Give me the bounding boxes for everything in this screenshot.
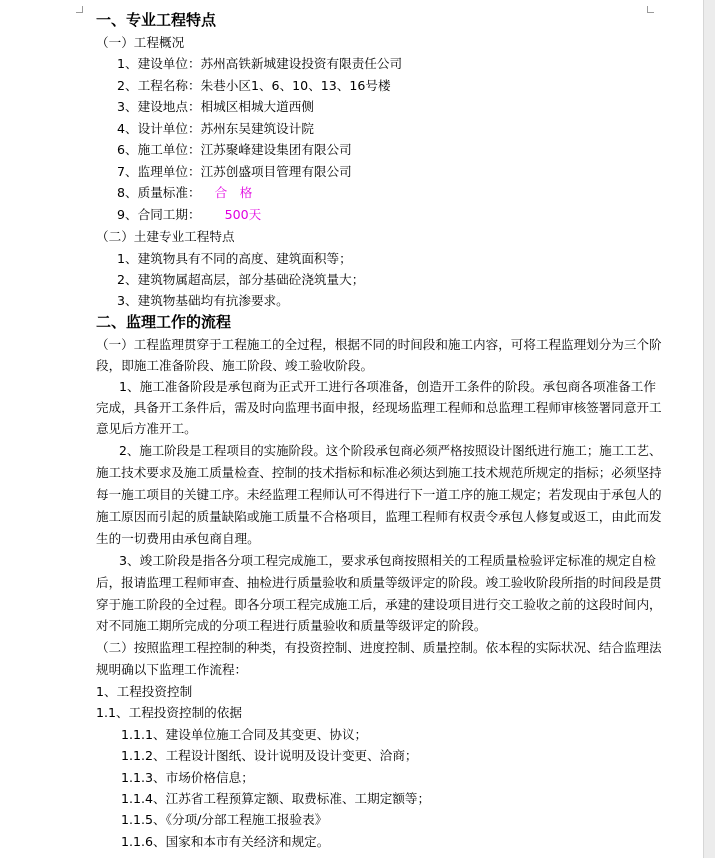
basis-item: 1.1.1、建设单位施工合同及其变更、协议； [121,727,368,742]
paragraph-line: 生的一切费用由承包商自理。 [96,531,260,546]
paragraph-line: 1、施工准备阶段是承包商为正式开工进行各项准备，创造开工条件的阶段。承包商各项准备工作 [119,379,656,394]
overview-item: 1、建设单位：苏州高铁新城建设投资有限责任公司 [117,56,403,71]
paragraph-line: 对不同施工期所完成的分项工程进行质量验收和质量等级评定的阶段。 [96,618,487,633]
paragraph-line: 施工原因而引起的质量缺陷或施工质量不合格项目，监理工程师有权责令承包人修复或返工，由此而发 [96,509,662,524]
paragraph-line: 施工技术要求及施工质量检查、控制的技术指标和标准必须达到施工技术规范所规定的指标；必须坚持 [96,465,662,480]
basis-item: 1.1.5、《分项/分部工程施工报验表》 [121,812,328,827]
paragraph-line: 3、竣工阶段是指各分项工程完成施工，要求承包商按照相关的工程质量检验评定标准的规定自检 [119,553,656,568]
paragraph-line: （一）工程监理贯穿于工程施工的全过程，根据不同的时间段和施工内容，可将工程监理划分为三个阶 [96,337,662,352]
paragraph-line: 穿于施工阶段的全过程。即各分项工程完成施工后，承建的建设项目进行交工验收之前的这段时间内， [96,597,662,612]
subsection-features: （二）土建专业工程特点 [96,229,235,244]
paragraph-line: 后，报请监理工程师审查、抽检进行质量验收和质量等级评定的阶段。竣工验收阶段所指的时间段是贯 [96,575,662,590]
overview-item: 3、建设地点：相城区相城大道西侧 [117,99,314,114]
page-right-edge [703,0,715,858]
paragraph-line: 每一施工项目的关键工序。未经监理工程师认可不得进行下一道工序的施工规定；若发现由于承包人的 [96,487,662,502]
overview-item-duration: 9、合同工期： 500天 [117,207,262,222]
paragraph-line: 规明确以下监理工作流程： [96,662,248,677]
paragraph-line: （二）按照监理工程控制的种类，有投资控制、进度控制、质量控制。依本程的实际状况、结合监理法 [96,640,662,655]
overview-item: 4、设计单位：苏州东吴建筑设计院 [117,121,314,136]
paragraph-line: 完成，具备开工条件后，需及时向监理书面申报，经现场监理工程师和总监理工程师审核签署同意开工 [96,400,662,415]
heading-investment-control: 1、工程投资控制 [96,684,193,699]
page-margin-mark-right [647,6,654,13]
subsection-overview: （一）工程概况 [96,35,185,50]
overview-item: 7、监理单位：江苏创盛项目管理有限公司 [117,164,352,179]
overview-item: 2、工程名称：朱巷小区1、6、10、13、16号楼 [117,78,391,93]
paragraph-line: 2、施工阶段是工程项目的实施阶段。这个阶段承包商必须严格按照设计图纸进行施工；施工工艺、 [119,443,662,458]
paragraph-line: 意见后方准开工。 [96,421,197,436]
basis-item: 1.1.3、市场价格信息； [121,770,254,785]
feature-item: 1、建筑物具有不同的高度、建筑面积等； [117,251,352,266]
overview-item: 6、施工单位：江苏聚峰建设集团有限公司 [117,142,352,157]
feature-item: 3、建筑物基础均有抗渗要求。 [117,293,289,308]
basis-item: 1.1.6、国家和本市有关经济和规定。 [121,834,330,849]
paragraph-line: 段，即施工准备阶段、施工阶段、竣工验收阶段。 [96,358,374,373]
basis-item: 1.1.2、工程设计图纸、设计说明及设计变更、洽商； [121,748,418,763]
feature-item: 2、建筑物属超高层，部分基础砼浇筑量大； [117,272,365,287]
basis-item: 1.1.4、江苏省工程预算定额、取费标准、工期定额等； [121,791,431,806]
page-margin-mark-left [76,6,83,13]
section-heading-1: 一、专业工程特点 [96,11,217,29]
heading-investment-basis: 1.1、工程投资控制的依据 [96,705,242,720]
overview-item-quality: 8、质量标准： 合 格 [117,185,253,200]
section-heading-2: 二、监理工作的流程 [96,313,232,331]
